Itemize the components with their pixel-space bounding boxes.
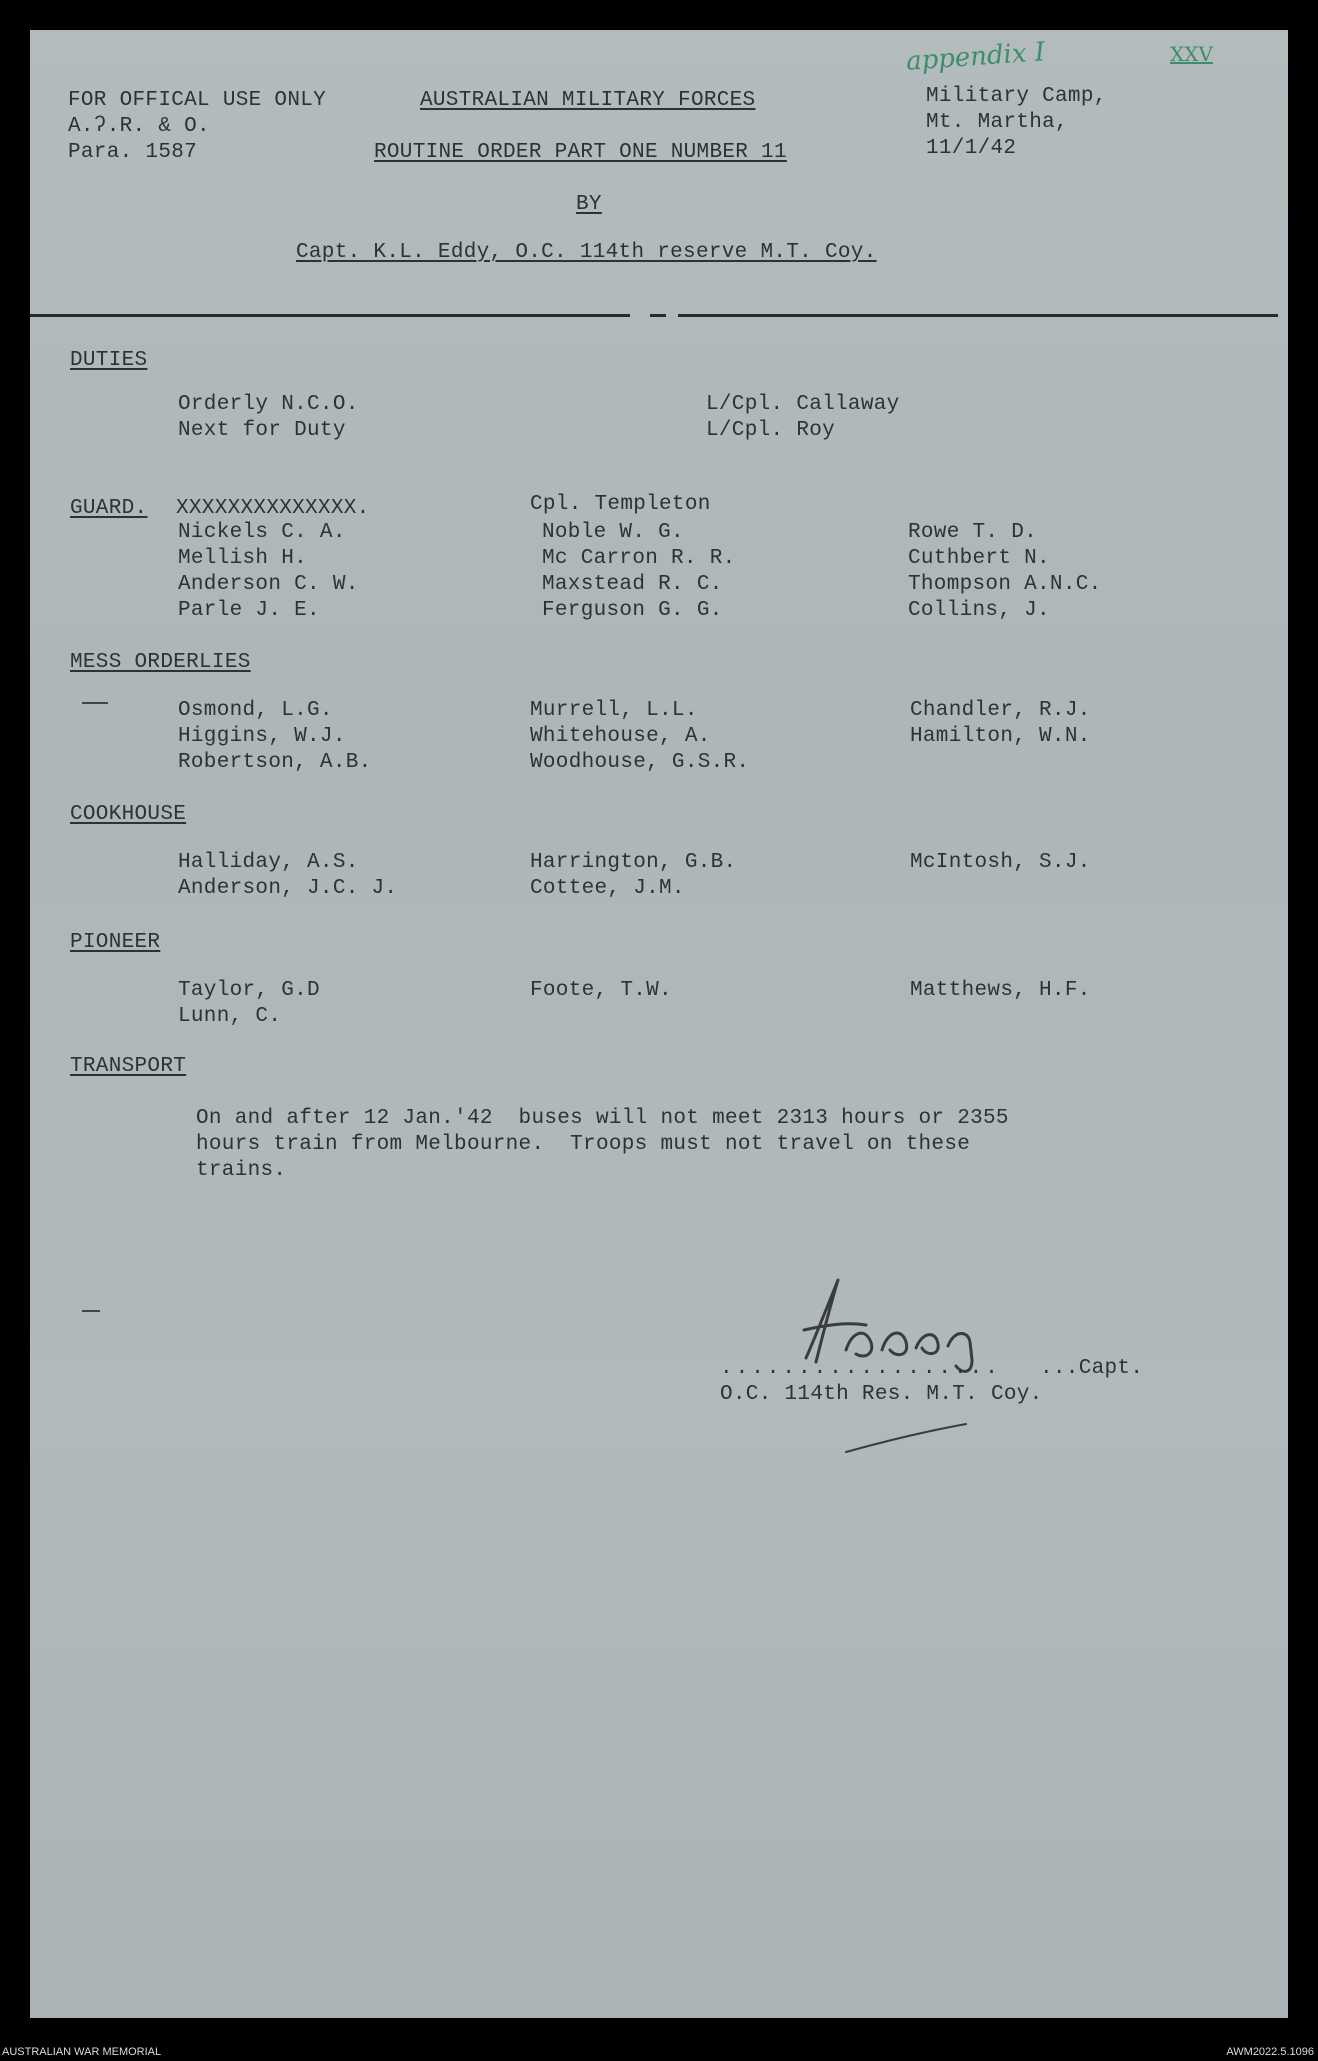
guard-col3-1: Rowe T. D. xyxy=(908,521,1038,544)
mess-col2-3: Woodhouse, G.S.R. xyxy=(530,751,750,774)
document-sheet xyxy=(30,30,1288,2018)
document-subtitle: ROUTINE ORDER PART ONE NUMBER 11 xyxy=(374,141,787,164)
margin-mark xyxy=(82,702,108,704)
guard-heading: GUARD. xyxy=(70,497,148,520)
mess-col2-1: Murrell, L.L. xyxy=(530,699,698,722)
margin-mark xyxy=(82,1310,100,1312)
pioneer-col1-1: Taylor, G.D xyxy=(178,979,320,1002)
cookhouse-col1-1: Halliday, A.S. xyxy=(178,851,359,874)
guard-col2-4: Ferguson G. G. xyxy=(542,599,723,622)
mess-col1-2: Higgins, W.J. xyxy=(178,725,346,748)
issuer-line: Capt. K.L. Eddy, O.C. 114th reserve M.T. Coy. xyxy=(296,241,877,264)
pioneer-col1-2: Lunn, C. xyxy=(178,1005,282,1028)
pen-stroke-mark xyxy=(842,1420,972,1460)
guard-col1-1: Nickels C. A. xyxy=(178,521,346,544)
guard-col3-3: Thompson A.N.C. xyxy=(908,573,1102,596)
duties-next-value: L/Cpl. Roy xyxy=(706,419,836,442)
guard-col2-1: Noble W. G. xyxy=(542,521,684,544)
transport-notice: On and after 12 Jan.'42 buses will not meet 2313 hours or 2355 hours train from Melbourne. Troops must not travel on these trains. xyxy=(196,1107,1009,1182)
header-divider-right xyxy=(678,314,1278,317)
cookhouse-col3-1: McIntosh, S.J. xyxy=(910,851,1091,874)
cookhouse-col2-1: Harrington, G.B. xyxy=(530,851,737,874)
guard-struck-text: XXXXXXXXXXXXXX. xyxy=(176,497,370,520)
reference-code: A.ʔ.R. & O. xyxy=(68,115,210,138)
archive-source-label: AUSTRALIAN WAR MEMORIAL xyxy=(2,2046,162,2058)
duties-heading: DUTIES xyxy=(70,349,148,372)
mess-col1-3: Robertson, A.B. xyxy=(178,751,372,774)
guard-commander: Cpl. Templeton xyxy=(530,493,711,516)
transport-heading: TRANSPORT xyxy=(70,1055,187,1078)
archive-id-label: AWM2022.5.1096 xyxy=(1226,2046,1314,2058)
pioneer-heading: PIONEER xyxy=(70,931,161,954)
signature-rank: ...Capt. xyxy=(1040,1357,1144,1380)
cookhouse-col1-2: Anderson, J.C. J. xyxy=(178,877,398,900)
duties-orderly-label: Orderly N.C.O. xyxy=(178,393,359,416)
document-date: 11/1/42 xyxy=(926,137,1017,160)
guard-col2-3: Maxstead R. C. xyxy=(542,573,723,596)
pioneer-col2-1: Foote, T.W. xyxy=(530,979,672,1002)
location-line-2: Mt. Martha, xyxy=(926,111,1068,134)
mess-orderlies-heading: MESS ORDERLIES xyxy=(70,651,251,674)
guard-col3-4: Collins, J. xyxy=(908,599,1050,622)
mess-col1-1: Osmond, L.G. xyxy=(178,699,333,722)
handwritten-appendix-number: XXV xyxy=(1170,42,1213,66)
header-divider-left xyxy=(30,314,630,317)
guard-col1-4: Parle J. E. xyxy=(178,599,320,622)
guard-col3-2: Cuthbert N. xyxy=(908,547,1050,570)
mess-col2-2: Whitehouse, A. xyxy=(530,725,711,748)
location-line-1: Military Camp, xyxy=(926,85,1107,108)
duties-orderly-value: L/Cpl. Callaway xyxy=(706,393,900,416)
mess-col3-2: Hamilton, W.N. xyxy=(910,725,1091,748)
document-title: AUSTRALIAN MILITARY FORCES xyxy=(420,89,756,112)
by-label: BY xyxy=(576,193,602,216)
header-divider-gap xyxy=(650,314,666,317)
mess-col3-1: Chandler, R.J. xyxy=(910,699,1091,722)
pioneer-col3-1: Matthews, H.F. xyxy=(910,979,1091,1002)
signature-dotted-line: .................. xyxy=(720,1357,1001,1380)
paragraph-number: Para. 1587 xyxy=(68,141,198,164)
guard-col1-3: Anderson C. W. xyxy=(178,573,359,596)
duties-next-label: Next for Duty xyxy=(178,419,346,442)
cookhouse-col2-2: Cottee, J.M. xyxy=(530,877,685,900)
guard-col1-2: Mellish H. xyxy=(178,547,308,570)
handwritten-appendix-note: appendix I xyxy=(905,37,1046,77)
signature-title: O.C. 114th Res. M.T. Coy. xyxy=(720,1383,1043,1406)
cookhouse-heading: COOKHOUSE xyxy=(70,803,187,826)
official-use-label: FOR OFFICAL USE ONLY xyxy=(68,89,327,112)
guard-col2-2: Mc Carron R. R. xyxy=(542,547,736,570)
